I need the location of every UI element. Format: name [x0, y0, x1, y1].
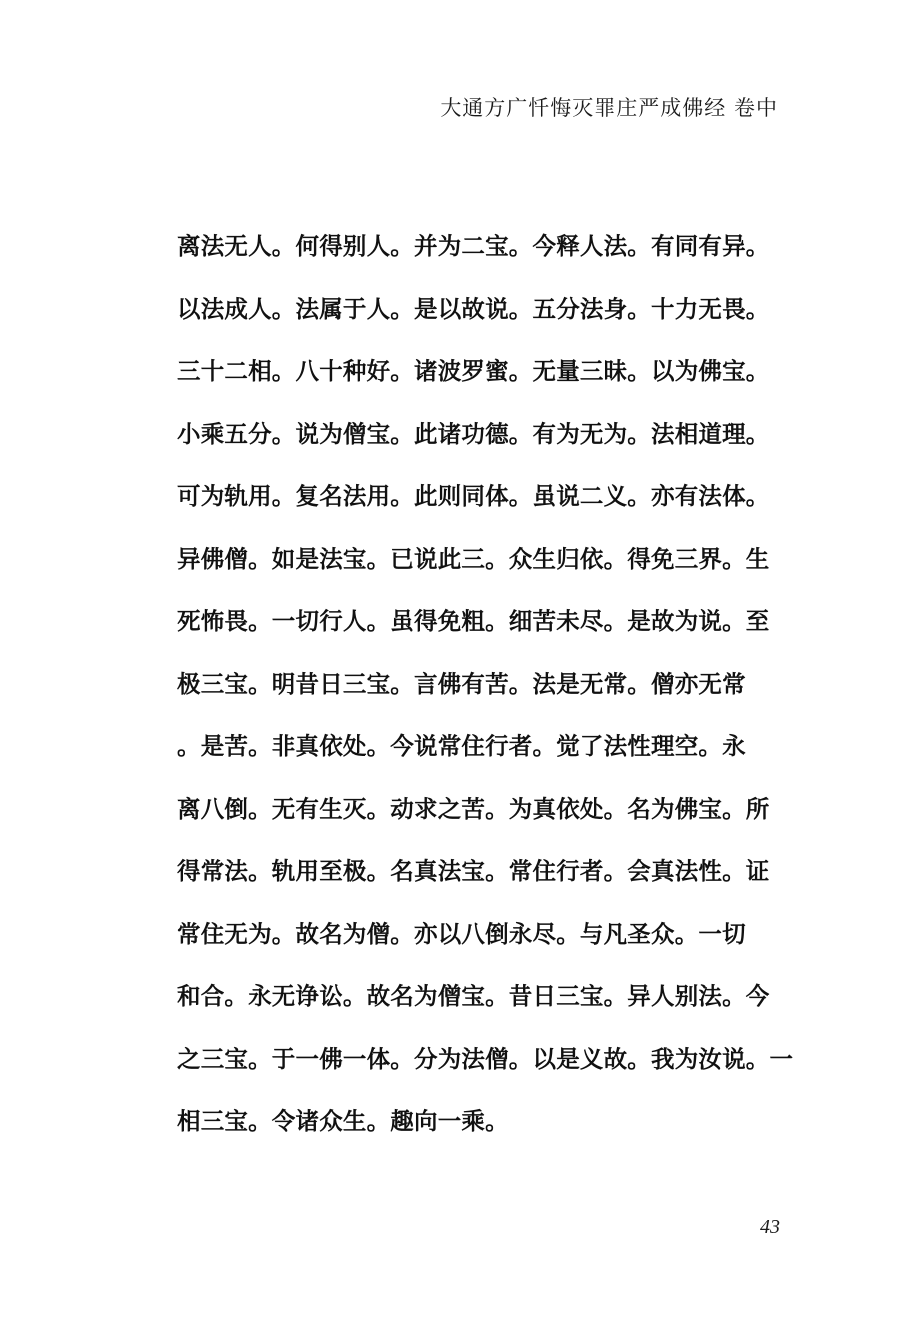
text-line: 极三宝。明昔日三宝。言佛有苦。法是无常。僧亦无常: [177, 669, 746, 698]
text-line: 之三宝。于一佛一体。分为法僧。以是义故。我为汝说。一: [177, 1044, 794, 1073]
text-line: 异佛僧。如是法宝。已说此三。众生归依。得免三界。生: [177, 544, 770, 573]
text-line: 死怖畏。一切行人。虽得免粗。细苦未尽。是故为说。至: [177, 607, 770, 635]
text-line: 和合。永无诤讼。故名为僧宝。昔日三宝。异人别法。今: [177, 982, 770, 1010]
text-line: 相三宝。令诸众生。趣向一乘。: [177, 1107, 509, 1135]
text-line: 离八倒。无有生灭。动求之苦。为真依处。名为佛宝。所: [177, 794, 770, 823]
running-header: 大通方广忏悔灭罪庄严成佛经 卷中: [440, 96, 778, 120]
text-line: 三十二相。八十种好。诸波罗蜜。无量三昧。以为佛宝。: [177, 357, 770, 385]
text-line: 离法无人。何得别人。并为二宝。今释人法。有同有异。: [177, 232, 770, 260]
text-line: 以法成人。法属于人。是以故说。五分法身。十力无畏。: [177, 294, 770, 323]
text-line: 小乘五分。说为僧宝。此诸功德。有为无为。法相道理。: [177, 419, 770, 448]
text-line: 。是苦。非真依处。今说常住行者。觉了法性理空。永: [177, 732, 746, 760]
text-line: 得常法。轨用至极。名真法宝。常住行者。会真法性。证: [177, 857, 770, 885]
page-number: 43: [760, 1216, 780, 1238]
text-line: 常住无为。故名为僧。亦以八倒永尽。与凡圣众。一切: [177, 919, 746, 948]
body-text: [177, 226, 794, 1164]
text-line: 可为轨用。复名法用。此则同体。虽说二义。亦有法体。: [177, 482, 770, 510]
